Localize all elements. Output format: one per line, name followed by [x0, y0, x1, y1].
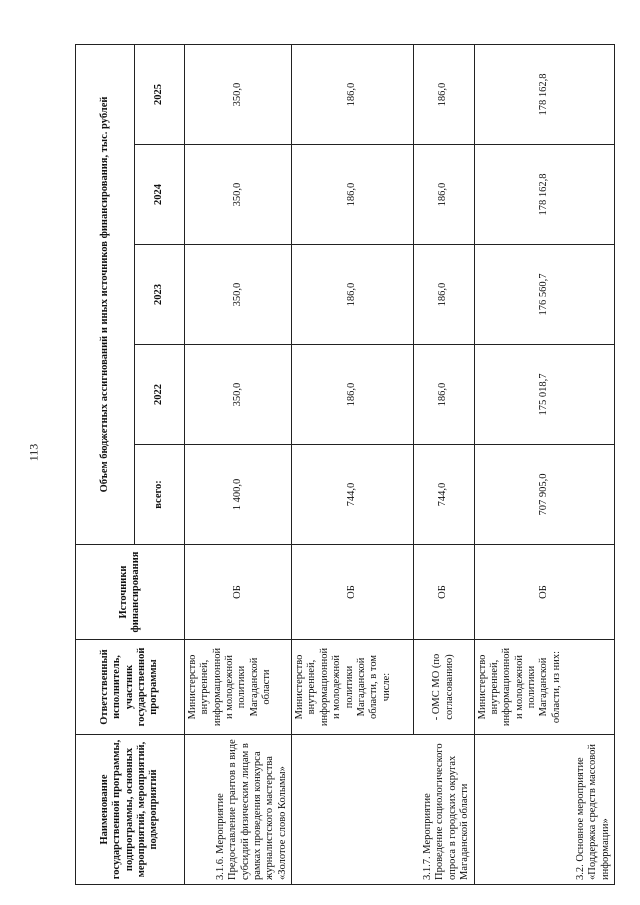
row-value-2022: 350,0 [184, 345, 291, 445]
row-value-2025: 350,0 [184, 45, 291, 145]
subrow-value-2025: 186,0 [413, 45, 474, 145]
table-row [292, 45, 414, 885]
subrow-value-2022: 186,0 [413, 345, 474, 445]
header-year-2024: 2024 [134, 145, 184, 245]
row-value-2025: 186,0 [292, 45, 414, 145]
row-executor: Министерство внутренней, информационной и молодежной политики Магаданской области [184, 640, 291, 735]
subrow-value-2024: 186,0 [413, 145, 474, 245]
funding-table-rotated [75, 45, 615, 885]
row-name: 3.1.6. Мероприятие Предоставление грантов в виде субсидий физическим лицам в рамках проведения конкурса журналистского мастерства «Золотое слово Колымы» [184, 735, 291, 885]
row-value-2023: 186,0 [292, 245, 414, 345]
row-value-2023: 176 560,7 [474, 245, 614, 345]
row-value-total: 707 905,0 [474, 445, 614, 545]
header-year-2023: 2023 [134, 245, 184, 345]
row-source: ОБ [184, 545, 291, 640]
header-funding: Объем бюджетных ассигнований и иных источников финансирования, тыс. рублей [76, 45, 135, 545]
row-executor: Министерство внутренней, информационной и молодежной политики Магаданской области, в том числе: [292, 640, 414, 735]
page-number: 113 [26, 443, 41, 462]
table-row [184, 45, 291, 885]
subrow-executor: - ОМС МО (по согласованию) [413, 640, 474, 735]
row-source: ОБ [292, 545, 414, 640]
header-year-2022: 2022 [134, 345, 184, 445]
row-value-2023: 350,0 [184, 245, 291, 345]
header-name: Наименование государственной программы, подпрограммы, основных мероприятий, мероприятий, подмероприятий [76, 735, 185, 885]
row-value-2024: 178 162,8 [474, 145, 614, 245]
row-value-2022: 175 018,7 [474, 345, 614, 445]
row-name: 3.2. Основное мероприятие «Поддержка средств массовой информации» [474, 735, 614, 885]
row-executor: Министерство внутренней, информационной и молодежной политики Магаданской области, из них: [474, 640, 614, 735]
subrow-value-total: 744,0 [413, 445, 474, 545]
row-value-2024: 186,0 [292, 145, 414, 245]
header-year-total: всего: [134, 445, 184, 545]
table-row [474, 45, 614, 885]
row-source: ОБ [474, 545, 614, 640]
row-value-total: 1 400,0 [184, 445, 291, 545]
header-executor: Ответственный исполнитель, участник государственной программы [76, 640, 185, 735]
header-row [76, 45, 135, 885]
row-value-total: 744,0 [292, 445, 414, 545]
funding-table [75, 44, 615, 885]
subrow-source: ОБ [413, 545, 474, 640]
row-value-2024: 350,0 [184, 145, 291, 245]
header-year-2025: 2025 [134, 45, 184, 145]
subrow-value-2023: 186,0 [413, 245, 474, 345]
row-name: 3.1.7. Мероприятие Проведение социологического опроса в городских округах Магаданской области [292, 735, 475, 885]
row-value-2022: 186,0 [292, 345, 414, 445]
header-source: Источники финансирования [76, 545, 185, 640]
row-value-2025: 178 162,8 [474, 45, 614, 145]
